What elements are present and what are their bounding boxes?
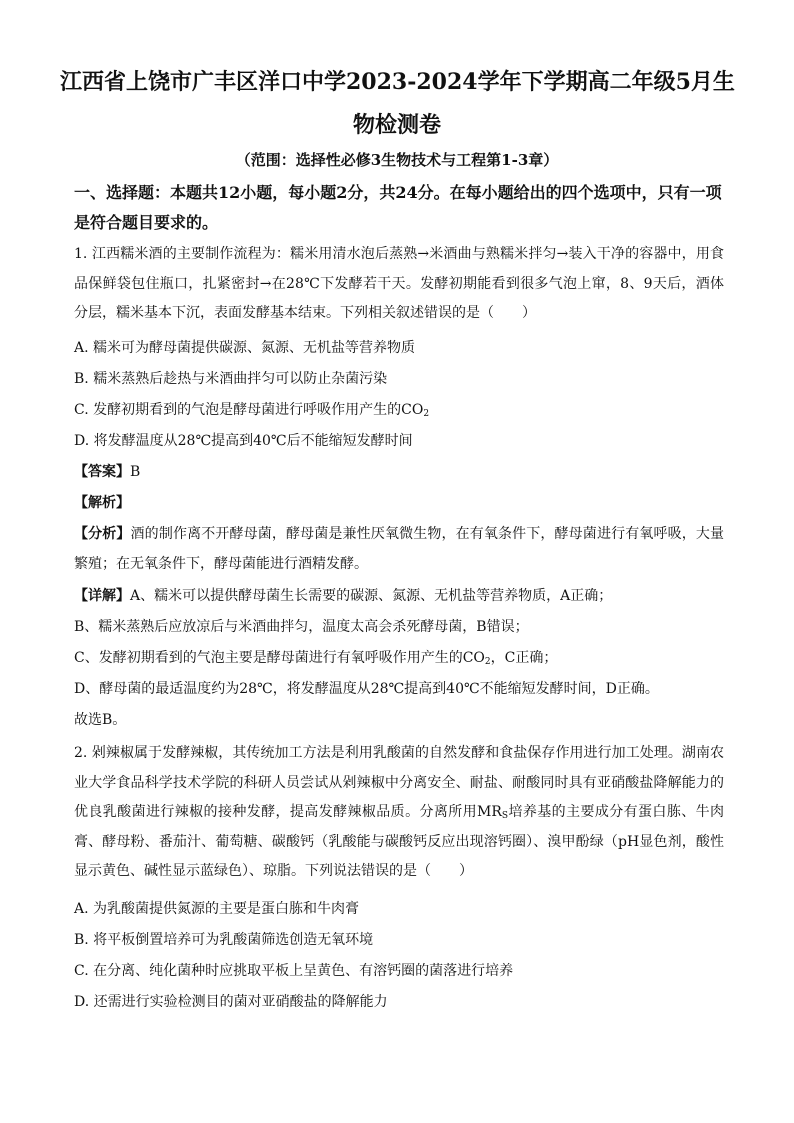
q1-option-a: A. 糯米可为酵母菌提供碳源、氮源、无机盐等营养物质 (74, 340, 416, 356)
q1-option-c-sub: 2 (423, 409, 430, 419)
q1-option-c (74, 400, 724, 420)
q2-option-c: C. 在分离、纯化菌种时应挑取平板上呈黄色、有溶钙圈的菌落进行培养 (74, 963, 514, 979)
q1-option-b: B. 糯米蒸熟后趁热与米酒曲拌匀可以防止杂菌污染 (74, 371, 388, 387)
q1-xiangjie-c (74, 648, 724, 668)
xiangjie-c-pre: C、发酵初期看到的气泡主要是酵母菌进行有氧呼吸作用产生的CO (74, 650, 485, 666)
q1-option-d: D. 将发酵温度从28℃提高到40℃后不能缩短发酵时间 (74, 433, 413, 449)
q2-stem-sub: S (501, 811, 509, 821)
q1-analysis-tag (74, 493, 724, 513)
q1-conclusion: 故选B。 (74, 712, 127, 728)
q2-stem-pre: 2. 剁辣椒属于发酵辣椒，其传统加工方法是利用乳酸菌的自然发酵和食盐保存作用进行加工处理。湖南农业大学食品科学技术学院的科研人员尝试从剁辣椒中分离安全、耐盐、耐酸同时具有亚硝酸盐降解能力的优良乳酸菌进行辣椒的接种发酵，提高发酵辣椒品质。分离所用MR (74, 745, 724, 820)
fenxi-text: 酒的制作离不开酵母菌，酵母菌是兼性厌氧微生物，在有氧条件下，酵母菌进行有氧呼吸，大量繁殖；在无氧条件下，酵母菌能进行酒精发酵。 (74, 526, 725, 572)
q2-option-d: D. 还需进行实验检测目的菌对亚硝酸盐的降解能力 (74, 994, 388, 1010)
q1-xiangjie-b: B、糯米蒸熟后应放凉后与米酒曲拌匀，温度太高会杀死酵母菌，B错误； (74, 619, 529, 635)
q1-option-c-text: C. 发酵初期看到的气泡是酵母菌进行呼吸作用产生的CO (74, 402, 424, 418)
q1-answer (74, 462, 724, 482)
doc-title-line1: 江西省上饶市广丰区洋口中学2023-2024学年下学期高二年级5月生 (60, 69, 735, 95)
xiangjie-a-text: A、糯米可以提供酵母菌生长需要的碳源、氮源、无机盐等营养物质，A正确； (130, 588, 613, 604)
answer-tag: 【答案】 (74, 464, 130, 480)
section-heading: 一、选择题：本题共12小题，每小题2分，共24分。在每小题给出的四个选项中，只有一项是符合题目要求的。 (74, 183, 722, 232)
doc-range: （范围：选择性必修3生物技术与工程第1-3章） (235, 151, 559, 169)
xiangjie-c-post: ，C正确； (490, 650, 558, 666)
q1-fenxi (74, 520, 724, 579)
xiangjie-c-sub: 2 (484, 657, 491, 667)
answer-value: B (130, 464, 141, 480)
q2-option-b: B. 将平板倒置培养可为乳酸菌筛选创造无氧环境 (74, 932, 374, 948)
q2-option-a: A. 为乳酸菌提供氮源的主要是蛋白胨和牛肉膏 (74, 901, 360, 917)
analysis-tag: 【解析】 (74, 495, 130, 511)
q2-stem (74, 739, 724, 887)
xiangjie-tag: 【详解】 (74, 588, 130, 604)
doc-title-line2: 物检测卷 (352, 112, 441, 138)
q1-stem: 1. 江西糯米酒的主要制作流程为：糯米用清水泡后蒸熟→米酒曲与熟糯米拌匀→装入干净的容器中，用食品保鲜袋包住瓶口，扎紧密封→在28℃下发酵若干天。发酵初期能看到很多气泡上窜，8、9天后，酒体分层，糯米基本下沉，表面发酵基本结束。下列相关叙述错误的是（ ） (74, 246, 724, 321)
fenxi-tag: 【分析】 (74, 526, 131, 542)
q1-xiangjie-d: D、酵母菌的最适温度约为28℃，将发酵温度从28℃提高到40℃不能缩短发酵时间，D正确。 (74, 681, 659, 697)
q1-xiangjie-a (74, 586, 724, 606)
q2-stem-post: 培养基的主要成分有蛋白胨、牛肉膏、酵母粉、番茄汁、葡萄糖、碳酸钙（乳酸能与碳酸钙反应出现溶钙圈）、溴甲酚绿（pH显色剂，酸性显示黄色、碱性显示蓝绿色）、琼脂。下列说法错误的是（ ） (74, 804, 725, 879)
